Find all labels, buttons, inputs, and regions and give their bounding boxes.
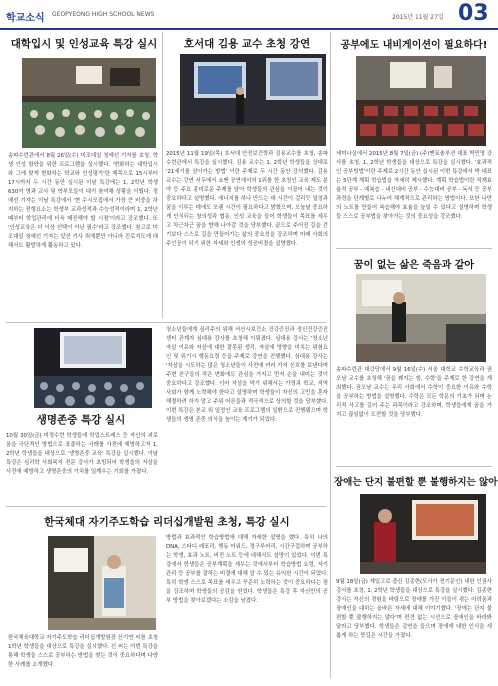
article-title-disabled: 장애는 단지 불편할 뿐 불행하지는 않아	[334, 477, 498, 488]
article-text-study: 세미나실에서 2015년 8월 7일(금) (주)멘토솔루션 대표 박민영 강사를 초청, 1, 2학년 학생들을 대상으로 특강을 실시했다. '효과적인 공부방법'이란 주제로 2시간 동안 실시된 이번 특강에서 박 대표는 5단계 계획 학습법을 자세히 제시했다. 계획 학습법이란 적재효율적 공부 - 예복습 - 내신대비 공부 - 수능대비 공부 - 독서 등 공부 과정을 단계별로 나누어 체계적으로 관리하는 방법이다. 또한 나만의 노트를 만들어 복습해야 효율을 높일 수 있다고 설명하며 학생들 스스로 공부법을 찾아가는 것의 중요성을 강조했다.	[336, 151, 492, 220]
article-title-korea: 한국체대 자기주도학습 리더십개발원 초청, 특강 실시	[44, 516, 290, 528]
photo-dream	[356, 274, 486, 362]
row-divider	[6, 506, 326, 507]
seminar-room-photo	[356, 56, 486, 146]
column-divider	[162, 32, 163, 318]
school-name: GEOPYEONG HIGH SCHOOL NEWS	[52, 11, 155, 18]
article-title-kim: 호서대 김용 교수 초청 강연	[183, 38, 311, 50]
life-lecture-photo	[34, 328, 152, 408]
korea-lecture-photo	[48, 536, 156, 630]
article-title-life: 생명존중 특강 실시	[36, 414, 126, 426]
row-divider	[336, 466, 492, 467]
article-text-disabled: 9월 18일(금) 체일고로 출신 김종현(모사가 전기문인) 대한 인권사 강사를 초청, 1, 2학년 학생들을 대상으로 특강을 실시했다. 김종현 강사는 자신의 경험을 바탕으로 장애를 가진 이들이 겪는 어려움과 장애인을 대하는 올바른 자세에 대해 이야기했다. '장애는 단지 불편할 뿐 불행하지는 않다'며 편견 없는 시선으로 장애인을 바라봐 달라고 당부했다. 학생들은 강연을 들으며 장애에 대한 인식을 새롭게 하는 뜻깊은 시간을 가졌다.	[336, 579, 492, 639]
article-text-univ: 송파수련관에서 8월 26일(수) 미조대일 청예선 기자를 초청, 학생 인성 함양을 위한 프로그램을 실시했다. '변화하는 대학입시와 그에 맞게 변화하는 학교와 인성평가'란 제목으로 15시부터 17시까지 두 시간 동안 실시된 이날 특강에는 1, 2학년 학생 630여 명과 교사 및 학부모들이 대거 참여해 성황을 이뤘다. 정예선 기자는 이날 특강에서 '현 수시모집에서 가장 큰 비중을 차지하는 전형요소는 학생부 교과성적과 수능성적이라며 1, 2학년 때부터 학업관리에 더욱 매진해야 할 시점'이라고 강조했다. 또 '인성교육은 더 이상 선택이 아닌 필수'라고 강조했다. 참고로 미조대일 청예선 기자는 앞선 기사 취재뿐만 아니라 진로지도에 대해서도 활발하게 활동하고 있다.	[8, 153, 158, 249]
disabled-lecture-photo	[360, 494, 486, 574]
lecture-photo	[180, 54, 326, 146]
article-text-korea: 한국체육대학교 자기주도학습 리더십개발원장 신기연 씨를 초청 1학년 학생들을 대상으로 특강을 실시했다. 신 씨는 이번 특강을 통해 학생들 스스로 공부하는 방법을 찾는 것이 중요하다며 다양한 사례를 소개했다.	[8, 635, 158, 668]
photo-disabled	[360, 494, 486, 574]
article-text-dream: 송파수련관 대강당에서 9월 16일(수) 서울 대학교 수학교육과 권오남 교수를 초청해 '꿈을 꿰지는 힘, 수학'을 주제로 한 강연을 개최했다. 권오남 교수는 우리 사회에서 수학이 중요한 이유와 수학을 공부하는 방법을 설명했다. 수학은 모든 학문의 기초가 되며 논리적 사고를 길러 주는 과목이라고 강조하며, 학생들에게 꿈을 가지고 끊임없이 도전할 것을 당부했다.	[336, 367, 492, 418]
article-text-korea-2: 방법과 효과적인 학습방법에 대해 자세한 설명을 했다. 특히 나의 DNA, 스타디 레포리, 행동 어워드, 정구루어리, 시간구걸하며 공부하는 학생, 효과 노트, 비전 노트 등에 대해서도 설명이 있었다. 이번 특강에서 학생들은 공부계획을 세우는 것에서부터 학습방법 요령, 자기관리 등 공부를 잘하는 비결에 대해 알 수 있는 유익한 시간이 되었다. 특히 학생 스스로 목표를 세우고 꾸준히 노력하는 것이 중요하다는 점을 강조하며 학생들의 공감을 얻었다. 학생들은 특강 후 자신만의 공부 방법을 찾아보겠다는 소감을 남겼다.	[166, 535, 328, 604]
article-text-kim: 2015년 11월 19일(목) 호서대 안전보건학과 김용교수를 초청, 송파수련관에서 특강을 실시했다. 김용 교수는 1, 2학년 학생들을 상대로 '21세기를 살아가는 방법' 이란 주제로 두 시간 동안 강의했다. 김용 교수는 강연 서두에서 쇼맨 공연에서의 1위를 한 초청인 교육 제도 분야 등 주요 흥미로운 주제를 담아 학생들의 관심을 이끌어 내는 것이 중요하다고 설명했다. 에너지를 하나 만드는 데 시간이 걸리듯 열정과 꿈을 이루는 데에도 오랜 시간이 필요하다고 밝혔으며, 오늘날 중요하게 인식되는 창의성과 협동, 인성 교육을 들어 학생들이 목표를 세우고 차근차근 꿈을 향해 나아갈 것을 당부했다. 끝으로 주어진 길을 걷기보다 스스로 길을 만들어가는 삶의 중요성을 강조하며 미래 사회의 주인공이 되기 위한 자세와 인생의 성공비결을 설명했다.	[166, 151, 328, 247]
article-title-univ: 대학입시 및 인성교육 특강 실시	[10, 38, 158, 50]
section-title: 학교소식	[6, 13, 45, 24]
issue-date: 2015년 11월 27일	[392, 14, 444, 21]
article-title-dream: 꿈이 없는 삶은 죽음과 같아	[353, 260, 475, 271]
photo-univ	[22, 58, 156, 148]
speaker-photo	[356, 274, 486, 362]
page-number: 03	[458, 1, 489, 26]
photo-korea	[48, 536, 156, 630]
row-divider	[6, 322, 326, 323]
article-title-study: 공부에도 내비게이션이 필요하다!	[340, 40, 488, 51]
auditorium-photo	[22, 58, 156, 148]
photo-study	[356, 56, 486, 146]
article-text-youth: 청소년들에게 심리주의 위해 서산시보건소 건강증진과 정신건강증진센터 관계자 심대용 강사를 초청해 이뤄졌다. 심대용 강사는 '청소년 자살 이유와 자살에 대한 잘못된 생각, 자살에 영향을 미치는 위험요인 및 위기시 행동요령 등을 주제로 강연을 진행했다. 심대용 강사는 '자살을 시도하는 많은 청소년들이 사전에 여러 가지 신호를 보낸다며 주변 친구들의 작은 변화에도 관심을 가지고 먼저 손을 내미는 것이 중요하다고 강조했다. 이어 자살을 막기 위해서는 가정과 학교, 지역사회가 함께 노력해야 한다고 설명하며 학생들이 자신의 고민을 혼자 해결하려 하지 말고 주위 어른들과 적극적으로 상의할 것을 당부했다. 이번 특강은 본교 위 일정인 교육 프로그램의 일환으로 진행됐으며 학생들의 생명 존중 의식을 높이는 계기가 되었다.	[166, 327, 328, 423]
photo-kim	[180, 54, 326, 146]
row-divider	[336, 248, 492, 249]
photo-life	[34, 328, 152, 408]
article-text-life: 10월 30일(금) 미정수련 학생들에 학업스트레스 등 자신의 괴로움을 극단적인 방법으로 표출하는 사례를 사전에 예방하고자 1, 2학년 학생들을 대상으로 '생명존중 교육' 특강을 실시했다. 이날 특강은 심리학 사회복지 전문 강사가 초빙되어 학생들의 자살을 사전에 예방하고 생명존중의 가치를 일깨우는 기회를 가졌다.	[6, 433, 158, 475]
column-divider	[330, 32, 331, 678]
